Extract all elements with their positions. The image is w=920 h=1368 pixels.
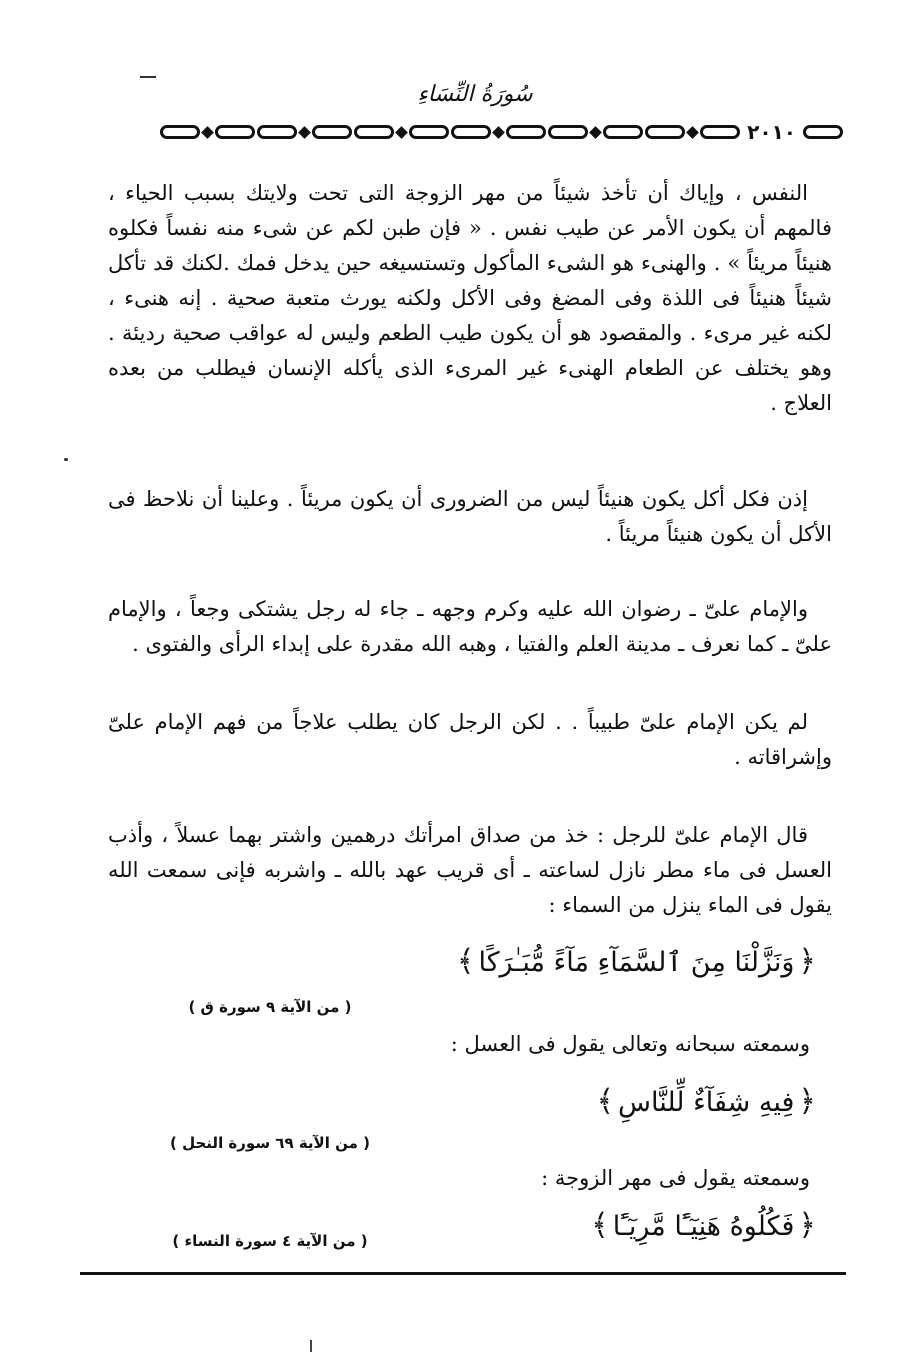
- quran-verse-3: [587, 1208, 820, 1243]
- ornament-oval: [700, 125, 740, 139]
- quran-verse-2: [592, 1084, 820, 1119]
- paragraph-2: [108, 482, 832, 552]
- ornament-oval: [548, 125, 588, 139]
- quran-verse-1: [453, 944, 820, 979]
- ornament-oval: [215, 125, 255, 139]
- footer-rule: [80, 1272, 846, 1275]
- ornament-oval: [354, 125, 394, 139]
- ornament-diamond: [298, 126, 311, 139]
- paragraph-text: إذن فكل أكل يكون هنيئاً ليس من الضرورى أن يكون مريئاً . وعلينا أن نلاحظ فى الأكل أن يكون هنيئاً مريئاً .: [108, 487, 832, 546]
- scan-mark: [140, 76, 156, 78]
- ornament-oval: [409, 125, 449, 139]
- verse-text: فَكُلُوهُ هَنِيٓـًٔا مَّرِيٓـًٔا: [612, 1211, 795, 1242]
- paragraph-text: والإمام علىّ ـ رضوان الله عليه وكرم وجهه ـ جاء له رجل يشتكى وجعاً ، والإمام علىّ ـ كما نعرف ـ مدينة العلم والفتيا ، وهبه الله مقدرة على إبداء الرأى والفتوى .: [108, 597, 832, 656]
- header-ornament: [84, 118, 844, 146]
- verse-reference-2: ( من الآية ٦٩ سورة النحل ): [170, 1134, 370, 1152]
- ornament-diamond: [201, 126, 214, 139]
- paragraph-text: قال الإمام علىّ للرجل : خذ من صداق امرأتك درهمين واشتر بهما عسلاً ، وأذب العسل فى ماء مطر نازل لساعته ـ أى قريب عهد بالله ـ واشربه فإنى سمعت الله يقول فى الماء ينزل من السماء :: [108, 823, 832, 917]
- verse-open-bracket: ﴿: [798, 1084, 816, 1119]
- paragraph-text: النفس ، وإياك أن تأخذ شيئاً من مهر الزوجة التى تحت ولايتك بسبب الحياء ، فالمهم أن يكون الأمر عن طيب نفس . « فإن طبن لكم عن شىء منه نفساً فكلوه هنيئاً مريئاً » . والهنىء هو الشىء المأكول وتستسيغه حين يدخل فمك .لكنك قد تأكل شيئاً هنيئاً فى اللذة وفى المضغ وفى الأكل ولكنه يورث متعبة صحية . إنه هنىء ، لكنه غير مرىء . والمقصود هو أن يكون طيب الطعم وليس له عواقب صحية رديئة . وهو يختلف عن الطعام الهنىء غير المرىء الذى يأكله الإنسان فيطلب من بعده العلاج .: [108, 181, 832, 415]
- paragraph-4: [108, 705, 832, 775]
- page-number: ٢٠١٠: [747, 120, 796, 144]
- verse-intro-2: وسمعته يقول فى مهر الزوجة :: [541, 1166, 810, 1190]
- ornament-diamond: [686, 126, 699, 139]
- verse-close-bracket: ﴾: [596, 1084, 615, 1119]
- scan-mark: [310, 1340, 312, 1352]
- verse-text: وَنَزَّلْنَا مِنَ ٱلسَّمَآءِ مَآءً مُّبَـٰرَكًا: [478, 947, 795, 978]
- ornament-oval: [603, 125, 643, 139]
- ornament-oval: [312, 125, 352, 139]
- paragraph-5: [108, 818, 832, 923]
- ornament-diamond: [492, 126, 505, 139]
- verse-close-bracket: ﴾: [456, 944, 475, 979]
- ornament-oval: [645, 125, 685, 139]
- verse-reference-1: ( من الآية ٩ سورة ق ): [188, 998, 352, 1016]
- ornament-diamond: [395, 126, 408, 139]
- paragraph-1: [108, 176, 832, 421]
- ornament-oval: [506, 125, 546, 139]
- verse-open-bracket: ﴿: [798, 1208, 816, 1243]
- verse-reference-3: ( من الآية ٤ سورة النساء ): [172, 1232, 368, 1250]
- scan-dot: [64, 458, 68, 461]
- ornament-oval: [160, 125, 200, 139]
- verse-open-bracket: ﴿: [798, 944, 816, 979]
- verse-intro-1: وسمعته سبحانه وتعالى يقول فى العسل :: [450, 1032, 810, 1056]
- ornament-oval: [451, 125, 491, 139]
- surah-title: سُورَةُ النِّسَاءِ: [417, 82, 533, 107]
- paragraph-text: لم يكن الإمام علىّ طبيباً . . لكن الرجل كان يطلب علاجاً من فهم الإمام علىّ وإشراقاته .: [108, 710, 832, 769]
- verse-close-bracket: ﴾: [591, 1208, 609, 1243]
- verse-text: فِيهِ شِفَآءٌ لِّلنَّاسِ: [618, 1087, 795, 1118]
- paragraph-3: [108, 592, 832, 662]
- ornament-oval: [257, 125, 297, 139]
- ornament-diamond: [589, 126, 602, 139]
- ornament-oval: [803, 125, 843, 139]
